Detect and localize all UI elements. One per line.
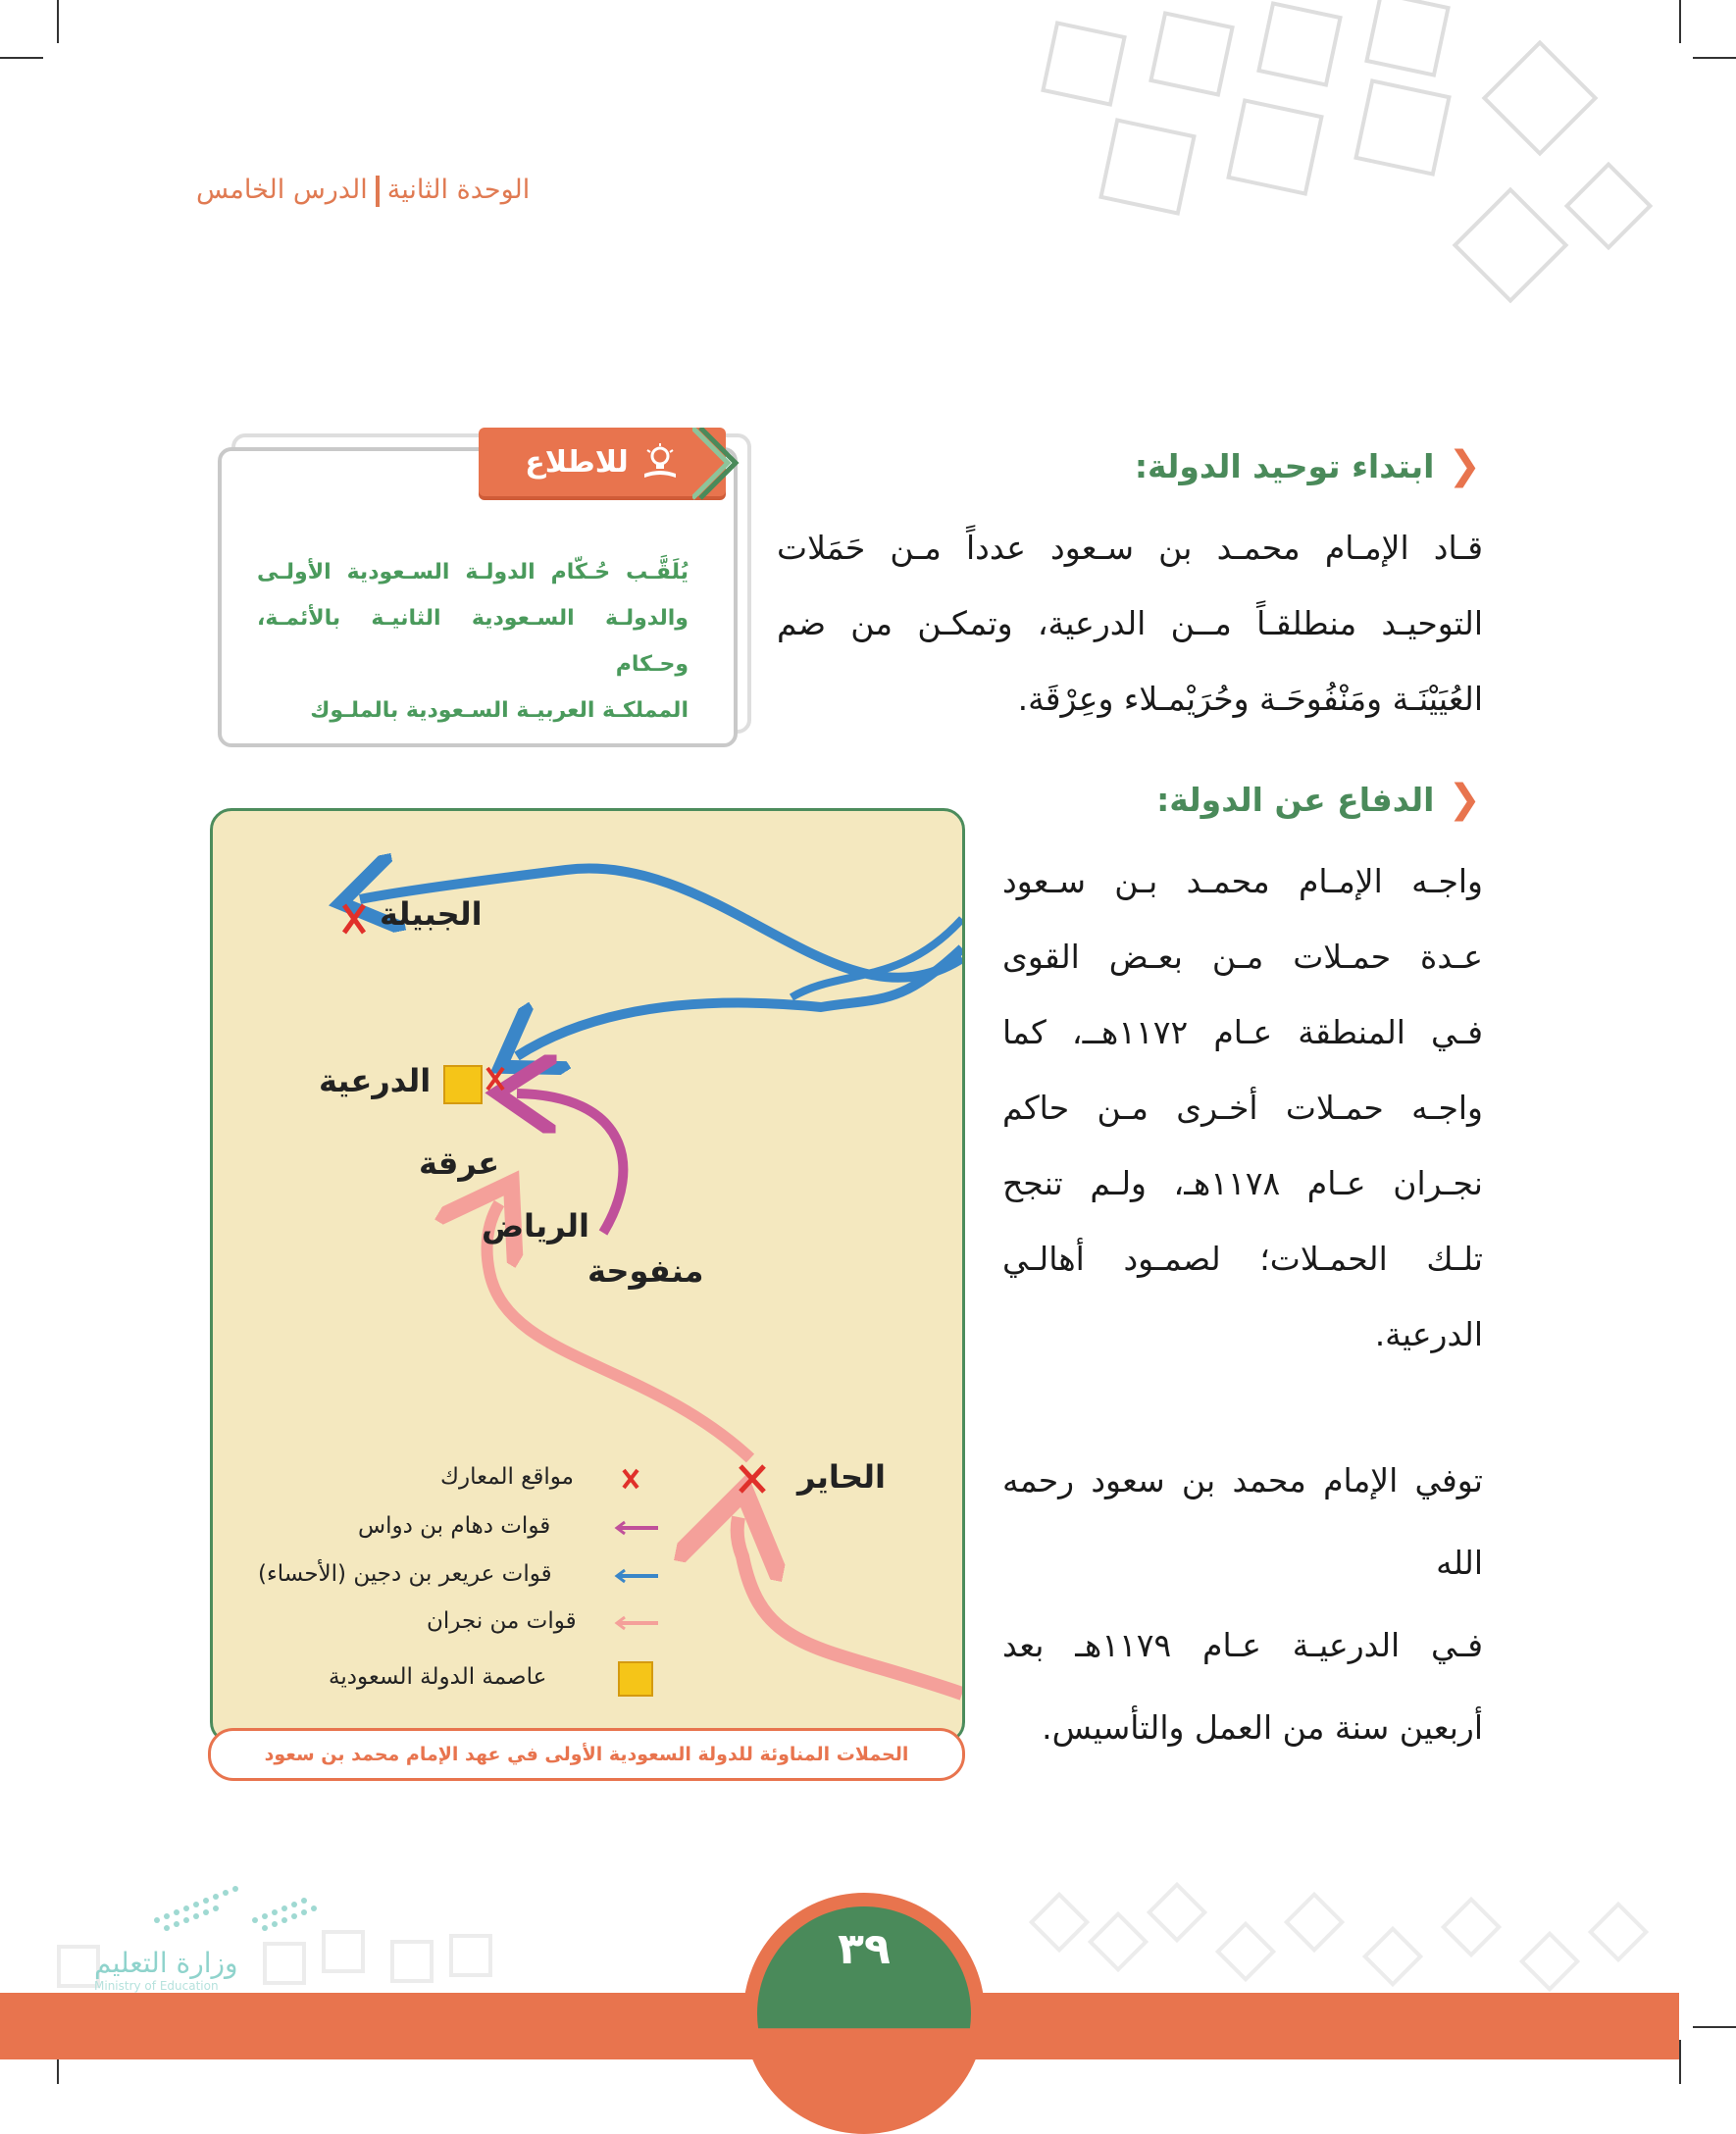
campaigns-map xyxy=(210,808,965,1744)
unit-title: الوحدة الثانية xyxy=(386,175,531,205)
place-diriyah: الدرعية xyxy=(319,1062,432,1099)
place-jubaila: الجبيلة xyxy=(380,895,483,933)
battle-marker-jubaila xyxy=(344,905,364,933)
battle-marker-hair xyxy=(740,1466,764,1492)
ministry-logo-icon xyxy=(147,1881,324,1944)
lesson-title: الدرس الخامس xyxy=(196,175,368,205)
text-line: الدرعية. xyxy=(1374,1315,1483,1353)
chevron-left-icon: ❮ xyxy=(1448,443,1481,488)
header-separator xyxy=(376,176,380,207)
text-line: يُلَقَّـب حُـكّام الدولـة السـعودية الأولـى xyxy=(257,560,689,584)
map-caption: الحملات المناوئة للدولة السعودية الأولى في عهد الإمام محمد بن سعود xyxy=(208,1728,965,1781)
paragraph-unification xyxy=(777,510,1483,737)
section-heading-defense: ❮ الدفاع عن الدولة: xyxy=(1156,777,1481,822)
text-line: فـي المنطقة عـام ١١٧٢هــ، كما xyxy=(1002,1013,1483,1051)
battle-marker-diriyah xyxy=(487,1068,503,1090)
crop-mark xyxy=(0,57,43,59)
text-line: المملكـة العربيـة السـعودية بالملـوك xyxy=(310,698,689,723)
text-line: التوحيـد منطلقـاً مــن الدرعية، وتمكـن من ضم xyxy=(777,604,1483,642)
arrow-najran-south xyxy=(738,1517,962,1694)
text-line: أربعين سنة من العمل والتأسيس. xyxy=(1042,1708,1483,1747)
legend-najran: قوات من نجران xyxy=(427,1608,577,1634)
legend-capital: عاصمة الدولة السعودية xyxy=(329,1664,547,1690)
text-line: والدولـة السـعودية الثانيـة بالأئمـة، وحـكام xyxy=(257,606,689,677)
place-hair: الحاير xyxy=(797,1458,886,1496)
place-irqah: عرقة xyxy=(419,1144,500,1182)
text-line: نجـران عـام ١١٧٨هـ، ولـم تنجح xyxy=(1002,1164,1483,1202)
ministry-name: وزارة التعليم xyxy=(94,1947,238,1979)
info-tag: للاطلاع xyxy=(479,428,726,496)
paragraph-defense xyxy=(1002,843,1483,1372)
lightbulb-book-icon xyxy=(640,442,680,482)
text-line: توفي الإمام محمد بن سعود رحمه الله xyxy=(1002,1461,1483,1582)
page-number: ٣٩ xyxy=(838,1924,891,1974)
text-line: واجـه الإمـام محمـد بـن سـعود xyxy=(1002,862,1483,900)
ministry-name-en: Ministry of Education xyxy=(94,1979,219,1993)
crop-mark xyxy=(1693,57,1736,59)
section-heading-unification: ❮ ابتداء توحيد الدولة: xyxy=(1134,443,1481,488)
text-line: عـدة حمـلات مـن بعـض القوى xyxy=(1002,938,1483,976)
chevron-left-icon: ❮ xyxy=(1448,777,1481,822)
text-line: واجـه حمـلات أخـرى مـن حاكم xyxy=(1002,1089,1483,1127)
place-manfuhah: منفوحة xyxy=(587,1252,704,1290)
text-line: قـاد الإمـام محمـد بن سـعود عدداً مـن حَمَلات xyxy=(777,529,1483,567)
paragraph-death xyxy=(1002,1440,1483,1769)
text-line: فـي الدرعيـة عـام ١١٧٩هـ بعد xyxy=(1002,1626,1483,1664)
legend-uraiar: قوات عريعر بن دجين (الأحساء) xyxy=(258,1561,552,1587)
crop-mark xyxy=(1693,2026,1736,2028)
capital-square xyxy=(444,1066,482,1103)
page-header xyxy=(196,175,613,207)
info-tag-arrow xyxy=(692,428,740,500)
info-text xyxy=(257,549,689,734)
legend-battle-icon xyxy=(624,1470,638,1488)
text-line: العُيَيْنَـة ومَنْفُوحَـة وحُرَيْمـلاء وعِرْقَة. xyxy=(1017,680,1483,718)
crop-mark xyxy=(57,0,59,43)
place-riyadh: الرياض xyxy=(482,1207,589,1245)
legend-capital-square xyxy=(619,1662,652,1696)
crop-mark xyxy=(1679,2040,1681,2084)
decorative-pattern xyxy=(1010,0,1697,324)
legend-battles: مواقع المعارك xyxy=(440,1464,575,1490)
legend-dahham: قوات دهام بن دواس xyxy=(358,1513,551,1539)
text-line: تلـك الحمـلات؛ لصمـود أهالـي xyxy=(1002,1240,1483,1278)
